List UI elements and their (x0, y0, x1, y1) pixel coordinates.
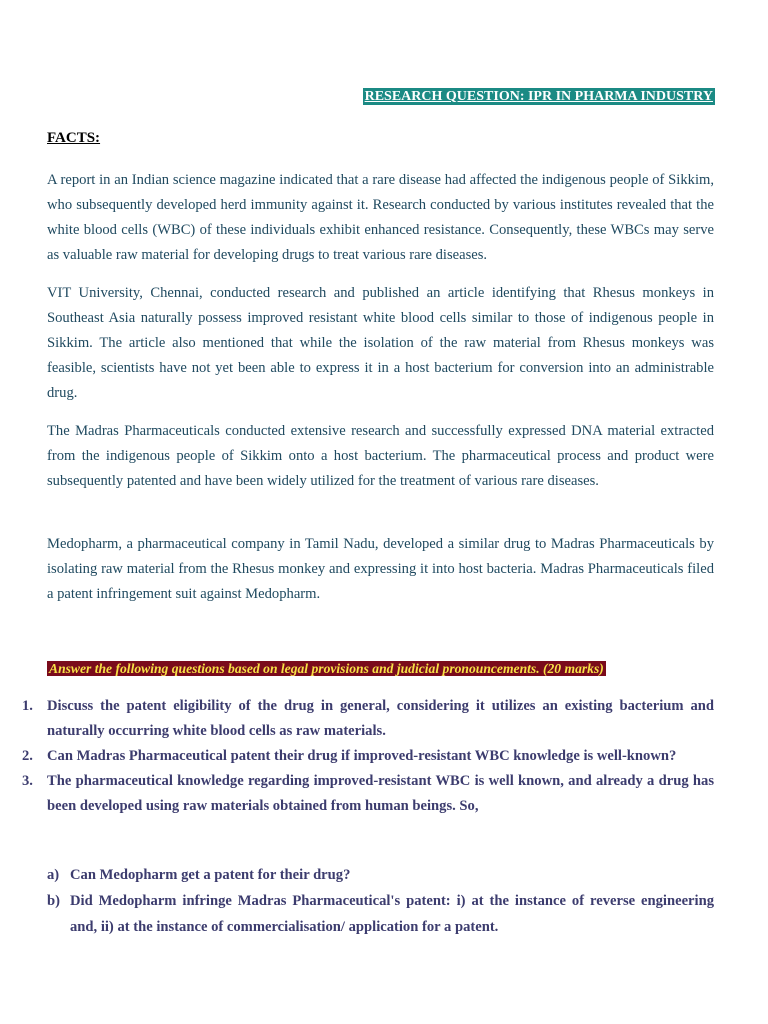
question-text: Discuss the patent eligibility of the drug in general, considering it utilizes an existing bacterium and naturally occurring white blood cells as raw materials. (47, 698, 714, 739)
subquestion-text: Can Medopharm get a patent for their drug? (70, 867, 351, 883)
paragraph-text: VIT University, Chennai, conducted research and published an article identifying that Rhesus monkeys in Southeast Asia naturally possess improved resistant white blood cells similar to those of indigenous people in Sikkim. The article also mentioned that while the isolation of the raw material from Rhesus monkeys was feasible, scientists have not yet been able to express it in a host bacterium for conversion into an administrable drug. (47, 285, 714, 401)
subquestion-label: a) (47, 867, 60, 883)
question-number: 3. (22, 773, 33, 789)
subquestion-text: Did Medopharm infringe Madras Pharmaceutical's patent: i) at the instance of reverse engineering and, ii) at the instance of commercialisation/ application for a patent. (70, 893, 714, 935)
subquestion-list (47, 862, 714, 940)
title-container (363, 87, 715, 105)
paragraph-text: A report in an Indian science magazine indicated that a rare disease had affected the indigenous people of Sikkim, who subsequently developed herd immunity against it. Research conducted by various institutes revealed that the white blood cells (WBC) of these individuals exhibit enhanced resistance. Consequently, these WBCs may serve as valuable raw material for developing drugs to treat various rare diseases. (47, 172, 714, 263)
facts-paragraph-4 (47, 532, 714, 607)
paragraph-text: Medopharm, a pharmaceutical company in Tamil Nadu, developed a similar drug to Madras Pharmaceuticals by isolating raw material from the Rhesus monkey and expressing it into host bacteria. Madras Pharmaceuticals filed a patent infringement suit against Medopharm. (47, 536, 714, 602)
question-item (22, 769, 714, 819)
facts-paragraph-3 (47, 419, 714, 494)
instruction-container (47, 660, 606, 678)
question-item (22, 694, 714, 744)
instruction-banner: Answer the following questions based on legal provisions and judicial pronouncements. (20 marks) (49, 661, 604, 676)
question-text: The pharmaceutical knowledge regarding improved-resistant WBC is well known, and already a drug has been developed using raw materials obtained from human beings. So, (47, 773, 714, 814)
facts-paragraph-2 (47, 281, 714, 406)
question-number: 1. (22, 698, 33, 714)
research-question-title: RESEARCH QUESTION: IPR IN PHARMA INDUSTRY (364, 89, 713, 104)
subquestion-item (47, 888, 714, 940)
subquestion-item (47, 862, 714, 888)
subquestion-label: b) (47, 893, 60, 909)
facts-heading: FACTS: (47, 130, 101, 146)
question-number: 2. (22, 748, 33, 764)
facts-paragraph-1 (47, 168, 714, 268)
paragraph-text: The Madras Pharmaceuticals conducted extensive research and successfully expressed DNA material extracted from the indigenous people of Sikkim onto a host bacterium. The pharmaceutical process and product were subsequently patented and have been widely utilized for the treatment of various rare diseases. (47, 423, 714, 489)
question-text: Can Madras Pharmaceutical patent their drug if improved-resistant WBC knowledge is well-known? (47, 748, 677, 764)
question-list (22, 694, 714, 819)
question-item (22, 744, 714, 769)
